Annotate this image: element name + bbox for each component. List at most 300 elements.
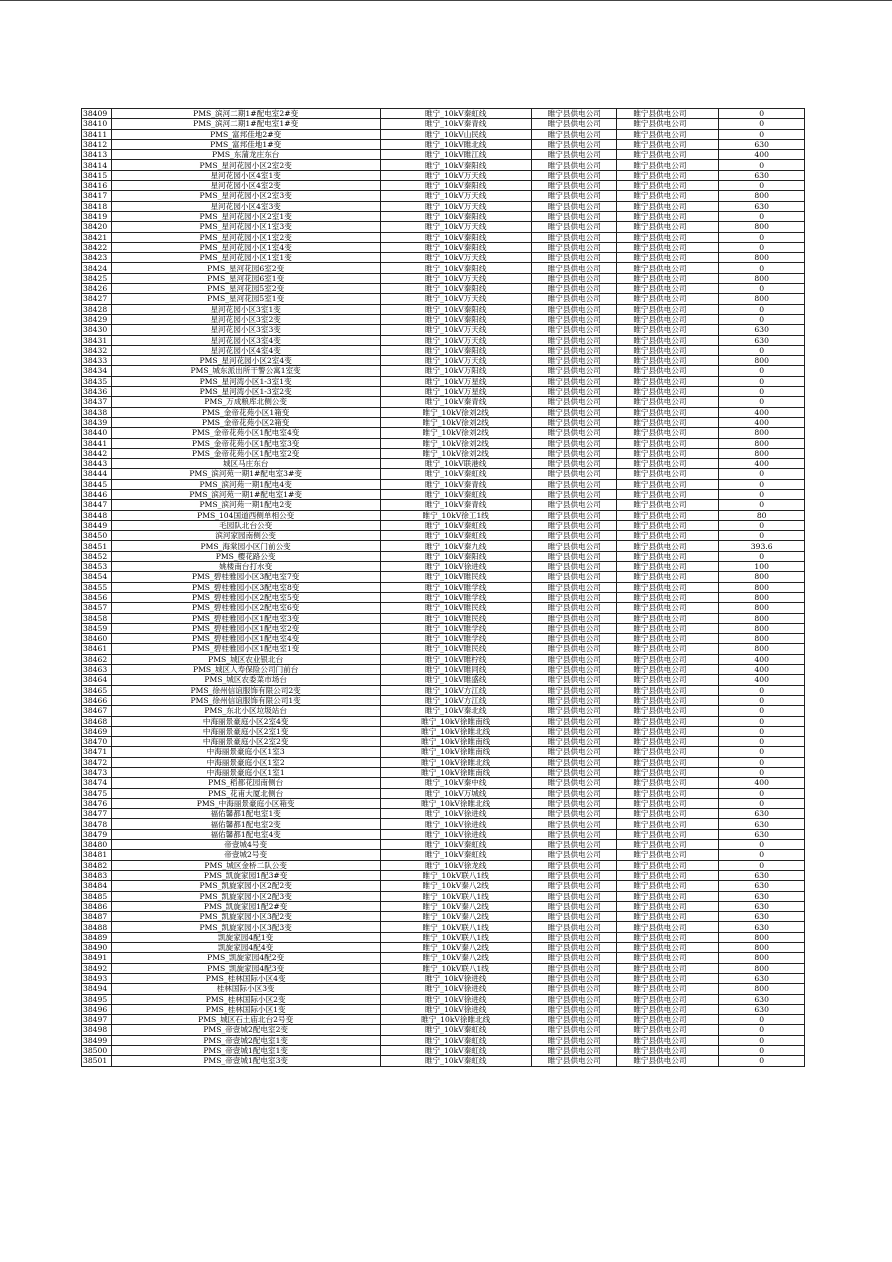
company-cell: 睢宁县供电公司: [531, 222, 617, 232]
unit-cell: 睢宁县供电公司: [617, 984, 719, 994]
unit-cell: 睢宁县供电公司: [617, 932, 719, 942]
capacity-cell: 400: [719, 654, 805, 664]
company-cell: 睢宁县供电公司: [531, 994, 617, 1004]
row-id-cell: 38458: [82, 613, 112, 623]
company-cell: 睢宁县供电公司: [531, 129, 617, 139]
row-id-cell: 38484: [82, 881, 112, 891]
capacity-cell: 800: [719, 953, 805, 963]
unit-cell: 睢宁县供电公司: [617, 726, 719, 736]
company-cell: 睢宁县供电公司: [531, 768, 617, 778]
row-id-cell: 38428: [82, 304, 112, 314]
table-row: [82, 139, 805, 149]
company-cell: 睢宁县供电公司: [531, 181, 617, 191]
company-cell: 睢宁县供电公司: [531, 943, 617, 953]
row-id-cell: 38429: [82, 314, 112, 324]
unit-cell: 睢宁县供电公司: [617, 685, 719, 695]
row-id-cell: 38438: [82, 407, 112, 417]
table-row: [82, 932, 805, 942]
unit-cell: 睢宁县供电公司: [617, 119, 719, 129]
feeder-line-cell: 睢宁_10kV睢民线: [380, 613, 531, 623]
unit-cell: 睢宁县供电公司: [617, 665, 719, 675]
feeder-line-cell: 睢宁_10kV联八1线: [380, 922, 531, 932]
company-cell: 睢宁县供电公司: [531, 623, 617, 633]
transformer-name-cell: PMS_凯旋家园小区3配2变: [111, 912, 380, 922]
transformer-name-cell: 城区马庄东台: [111, 459, 380, 469]
company-cell: 睢宁县供电公司: [531, 665, 617, 675]
unit-cell: 睢宁县供电公司: [617, 592, 719, 602]
row-id-cell: 38473: [82, 768, 112, 778]
transformer-name-cell: PMS_星河花园小区2室4变: [111, 356, 380, 366]
capacity-cell: 0: [719, 376, 805, 386]
company-cell: 睢宁县供电公司: [531, 541, 617, 551]
unit-cell: 睢宁县供电公司: [617, 1056, 719, 1066]
table-row: [82, 459, 805, 469]
capacity-cell: 400: [719, 407, 805, 417]
row-id-cell: 38425: [82, 273, 112, 283]
capacity-cell: 0: [719, 706, 805, 716]
row-id-cell: 38498: [82, 1025, 112, 1035]
feeder-line-cell: 睢宁_10kV万天线: [380, 356, 531, 366]
transformer-name-cell: PMS_碧桂雅园小区3配电室7变: [111, 572, 380, 582]
transformer-name-cell: PMS_碧桂雅园小区2配电室6变: [111, 603, 380, 613]
row-id-cell: 38433: [82, 356, 112, 366]
row-id-cell: 38411: [82, 129, 112, 139]
transformer-name-cell: PMS_凯旋家园4配2变: [111, 953, 380, 963]
row-id-cell: 38432: [82, 345, 112, 355]
row-id-cell: 38457: [82, 603, 112, 613]
feeder-line-cell: 睢宁_10kV徐进线: [380, 819, 531, 829]
table-row: [82, 943, 805, 953]
table-row: [82, 397, 805, 407]
row-id-cell: 38412: [82, 139, 112, 149]
table-row: [82, 1004, 805, 1014]
unit-cell: 睢宁县供电公司: [617, 170, 719, 180]
table-row: [82, 273, 805, 283]
transformer-name-cell: PMS_稻都花园南侧台: [111, 778, 380, 788]
unit-cell: 睢宁县供电公司: [617, 387, 719, 397]
row-id-cell: 38460: [82, 634, 112, 644]
company-cell: 睢宁县供电公司: [531, 850, 617, 860]
feeder-line-cell: 睢宁_10kV联八1线: [380, 891, 531, 901]
company-cell: 睢宁县供电公司: [531, 1004, 617, 1014]
transformer-name-cell: PMS_星河花园小区1室4变: [111, 242, 380, 252]
feeder-line-cell: 睢宁_10kV秦青线: [380, 479, 531, 489]
capacity-cell: 800: [719, 613, 805, 623]
unit-cell: 睢宁县供电公司: [617, 510, 719, 520]
capacity-cell: 630: [719, 139, 805, 149]
table-row: [82, 922, 805, 932]
capacity-cell: 0: [719, 850, 805, 860]
feeder-line-cell: 睢宁_10kV睢学线: [380, 582, 531, 592]
transformer-name-cell: 凯旋家园4配1变: [111, 932, 380, 942]
company-cell: 睢宁县供电公司: [531, 417, 617, 427]
company-cell: 睢宁县供电公司: [531, 469, 617, 479]
unit-cell: 睢宁县供电公司: [617, 870, 719, 880]
feeder-line-cell: 睢宁_10kV徐睢南线: [380, 747, 531, 757]
company-cell: 睢宁县供电公司: [531, 798, 617, 808]
company-cell: 睢宁县供电公司: [531, 788, 617, 798]
row-id-cell: 38471: [82, 747, 112, 757]
capacity-cell: 0: [719, 304, 805, 314]
row-id-cell: 38444: [82, 469, 112, 479]
feeder-line-cell: 睢宁_10kV徐进线: [380, 829, 531, 839]
row-id-cell: 38476: [82, 798, 112, 808]
table-row: [82, 407, 805, 417]
capacity-cell: 630: [719, 881, 805, 891]
capacity-cell: 0: [719, 387, 805, 397]
table-row: [82, 737, 805, 747]
unit-cell: 睢宁县供电公司: [617, 191, 719, 201]
table-row: [82, 356, 805, 366]
capacity-cell: 630: [719, 819, 805, 829]
table-row: [82, 850, 805, 860]
row-id-cell: 38488: [82, 922, 112, 932]
transformer-name-cell: PMS_凯旋家园小区3配3变: [111, 922, 380, 932]
capacity-cell: 800: [719, 448, 805, 458]
transformer-name-cell: PMS_桂林国际小区4变: [111, 973, 380, 983]
feeder-line-cell: 睢宁_10kV徐龙线: [380, 860, 531, 870]
table-row: [82, 109, 805, 119]
unit-cell: 睢宁县供电公司: [617, 613, 719, 623]
unit-cell: 睢宁县供电公司: [617, 417, 719, 427]
transformer-name-cell: 中海丽景豪庭小区2室2变: [111, 737, 380, 747]
table-row: [82, 242, 805, 252]
transformer-name-cell: PMS_徐州信谊服饰有限公司2变: [111, 685, 380, 695]
row-id-cell: 38415: [82, 170, 112, 180]
company-cell: 睢宁县供电公司: [531, 253, 617, 263]
company-cell: 睢宁县供电公司: [531, 428, 617, 438]
feeder-line-cell: 睢宁_10kV徐睢北线: [380, 726, 531, 736]
transformer-name-cell: 中海丽景豪庭小区1室1: [111, 768, 380, 778]
row-id-cell: 38494: [82, 984, 112, 994]
transformer-name-cell: 姚楼南台打水变: [111, 562, 380, 572]
unit-cell: 睢宁县供电公司: [617, 1004, 719, 1014]
table-row: [82, 994, 805, 1004]
feeder-line-cell: 睢宁_10kV睢盛线: [380, 675, 531, 685]
row-id-cell: 38447: [82, 500, 112, 510]
capacity-cell: 0: [719, 726, 805, 736]
capacity-cell: 0: [719, 737, 805, 747]
transformer-name-cell: PMS_金帝花苑小区2箱变: [111, 417, 380, 427]
capacity-cell: 0: [719, 479, 805, 489]
company-cell: 睢宁县供电公司: [531, 603, 617, 613]
capacity-cell: 80: [719, 510, 805, 520]
row-id-cell: 38446: [82, 489, 112, 499]
feeder-line-cell: 睢宁_10kV联八1线: [380, 963, 531, 973]
capacity-cell: 630: [719, 325, 805, 335]
unit-cell: 睢宁县供电公司: [617, 541, 719, 551]
feeder-line-cell: 睢宁_10kV徐睢北线: [380, 798, 531, 808]
table-row: [82, 479, 805, 489]
table-row: [82, 778, 805, 788]
company-cell: 睢宁县供电公司: [531, 109, 617, 119]
table-row: [82, 572, 805, 582]
transformer-name-cell: PMS_城区农委菜市场台: [111, 675, 380, 685]
row-id-cell: 38462: [82, 654, 112, 664]
company-cell: 睢宁县供电公司: [531, 716, 617, 726]
row-id-cell: 38456: [82, 592, 112, 602]
table-row: [82, 1025, 805, 1035]
row-id-cell: 38416: [82, 181, 112, 191]
transformer-name-cell: PMS_凯旋家园4配3变: [111, 963, 380, 973]
transformer-name-cell: PMS_凯旋家园1配3#变: [111, 870, 380, 880]
unit-cell: 睢宁县供电公司: [617, 603, 719, 613]
capacity-cell: 400: [719, 665, 805, 675]
unit-cell: 睢宁县供电公司: [617, 912, 719, 922]
company-cell: 睢宁县供电公司: [531, 685, 617, 695]
capacity-cell: 400: [719, 675, 805, 685]
unit-cell: 睢宁县供电公司: [617, 706, 719, 716]
unit-cell: 睢宁县供电公司: [617, 211, 719, 221]
transformer-name-cell: PMS_徐州信谊服饰有限公司1变: [111, 695, 380, 705]
feeder-line-cell: 睢宁_10kV秦八2线: [380, 881, 531, 891]
transformer-name-cell: PMS_桂林国际小区1变: [111, 1004, 380, 1014]
company-cell: 睢宁县供电公司: [531, 654, 617, 664]
table-row: [82, 582, 805, 592]
row-id-cell: 38464: [82, 675, 112, 685]
transformer-name-cell: PMS_滨河苑一期1#配电室3#变: [111, 469, 380, 479]
unit-cell: 睢宁县供电公司: [617, 953, 719, 963]
capacity-cell: 0: [719, 1025, 805, 1035]
unit-cell: 睢宁县供电公司: [617, 891, 719, 901]
row-id-cell: 38453: [82, 562, 112, 572]
row-id-cell: 38461: [82, 644, 112, 654]
unit-cell: 睢宁县供电公司: [617, 294, 719, 304]
unit-cell: 睢宁县供电公司: [617, 489, 719, 499]
transformer-name-cell: 星河花园小区3室3变: [111, 325, 380, 335]
row-id-cell: 38482: [82, 860, 112, 870]
row-id-cell: 38469: [82, 726, 112, 736]
capacity-cell: 0: [719, 160, 805, 170]
capacity-cell: 630: [719, 891, 805, 901]
table-row: [82, 325, 805, 335]
company-cell: 睢宁县供电公司: [531, 922, 617, 932]
unit-cell: 睢宁县供电公司: [617, 551, 719, 561]
unit-cell: 睢宁县供电公司: [617, 994, 719, 1004]
row-id-cell: 38409: [82, 109, 112, 119]
unit-cell: 睢宁县供电公司: [617, 788, 719, 798]
unit-cell: 睢宁县供电公司: [617, 582, 719, 592]
capacity-cell: 630: [719, 994, 805, 1004]
table-row: [82, 685, 805, 695]
capacity-cell: 630: [719, 901, 805, 911]
capacity-cell: 630: [719, 335, 805, 345]
capacity-cell: 400: [719, 459, 805, 469]
row-id-cell: 38466: [82, 695, 112, 705]
feeder-line-cell: 睢宁_10kV秦九线: [380, 541, 531, 551]
feeder-line-cell: 睢宁_10kV秦阳线: [380, 211, 531, 221]
row-id-cell: 38431: [82, 335, 112, 345]
row-id-cell: 38437: [82, 397, 112, 407]
company-cell: 睢宁县供电公司: [531, 232, 617, 242]
capacity-cell: 630: [719, 973, 805, 983]
transformer-name-cell: PMS_城区金桥二队公变: [111, 860, 380, 870]
capacity-cell: 800: [719, 963, 805, 973]
row-id-cell: 38448: [82, 510, 112, 520]
capacity-cell: 0: [719, 232, 805, 242]
row-id-cell: 38419: [82, 211, 112, 221]
row-id-cell: 38501: [82, 1056, 112, 1066]
row-id-cell: 38436: [82, 387, 112, 397]
unit-cell: 睢宁县供电公司: [617, 284, 719, 294]
capacity-cell: 800: [719, 572, 805, 582]
capacity-cell: 400: [719, 150, 805, 160]
feeder-line-cell: 睢宁_10kV秦虹线: [380, 109, 531, 119]
table-body: [82, 109, 805, 1067]
row-id-cell: 38463: [82, 665, 112, 675]
table-row: [82, 840, 805, 850]
row-id-cell: 38487: [82, 912, 112, 922]
row-id-cell: 38455: [82, 582, 112, 592]
transformer-name-cell: 星河花园小区3室1变: [111, 304, 380, 314]
table-row: [82, 891, 805, 901]
unit-cell: 睢宁县供电公司: [617, 448, 719, 458]
capacity-cell: 630: [719, 829, 805, 839]
transformer-name-cell: PMS_金帝花苑小区1配电室2变: [111, 448, 380, 458]
capacity-cell: 100: [719, 562, 805, 572]
transformer-name-cell: 星河花园小区4室3变: [111, 201, 380, 211]
capacity-cell: 800: [719, 984, 805, 994]
transformer-name-cell: PMS_城区石土庙北台2号变: [111, 1015, 380, 1025]
feeder-line-cell: 睢宁_10kV睢民线: [380, 603, 531, 613]
capacity-cell: 0: [719, 551, 805, 561]
table-row: [82, 881, 805, 891]
capacity-cell: 800: [719, 943, 805, 953]
capacity-cell: 800: [719, 438, 805, 448]
transformer-name-cell: PMS_滨河苑一期1配电4变: [111, 479, 380, 489]
unit-cell: 睢宁县供电公司: [617, 479, 719, 489]
feeder-line-cell: 睢宁_10kV秦虹线: [380, 520, 531, 530]
company-cell: 睢宁县供电公司: [531, 366, 617, 376]
unit-cell: 睢宁县供电公司: [617, 757, 719, 767]
unit-cell: 睢宁县供电公司: [617, 222, 719, 232]
unit-cell: 睢宁县供电公司: [617, 273, 719, 283]
unit-cell: 睢宁县供电公司: [617, 819, 719, 829]
transformer-name-cell: PMS_星河花园小区1室1变: [111, 253, 380, 263]
unit-cell: 睢宁县供电公司: [617, 860, 719, 870]
row-id-cell: 38491: [82, 953, 112, 963]
row-id-cell: 38445: [82, 479, 112, 489]
unit-cell: 睢宁县供电公司: [617, 747, 719, 757]
unit-cell: 睢宁县供电公司: [617, 1025, 719, 1035]
feeder-line-cell: 睢宁_10kV睢民线: [380, 572, 531, 582]
unit-cell: 睢宁县供电公司: [617, 829, 719, 839]
company-cell: 睢宁县供电公司: [531, 284, 617, 294]
transformer-name-cell: 中海丽景豪庭小区1室3: [111, 747, 380, 757]
transformer-name-cell: 滨河家园南侧公变: [111, 531, 380, 541]
capacity-cell: 630: [719, 912, 805, 922]
transformer-name-cell: PMS_碧桂雅园小区1配电室2变: [111, 623, 380, 633]
unit-cell: 睢宁县供电公司: [617, 531, 719, 541]
feeder-line-cell: 睢宁_10kV联港线: [380, 459, 531, 469]
feeder-line-cell: 睢宁_10kV万星线: [380, 387, 531, 397]
feeder-line-cell: 睢宁_10kV睢同线: [380, 665, 531, 675]
capacity-cell: 0: [719, 788, 805, 798]
transformer-name-cell: PMS_金帝花苑小区1配电室3变: [111, 438, 380, 448]
transformer-name-cell: PMS_帝壹城2配电室2变: [111, 1025, 380, 1035]
transformer-name-cell: PMS_城区农业银北台: [111, 654, 380, 664]
row-id-cell: 38439: [82, 417, 112, 427]
company-cell: 睢宁县供电公司: [531, 953, 617, 963]
row-id-cell: 38493: [82, 973, 112, 983]
row-id-cell: 38480: [82, 840, 112, 850]
unit-cell: 睢宁县供电公司: [617, 139, 719, 149]
table-row: [82, 695, 805, 705]
feeder-line-cell: 睢宁_10kV联八1线: [380, 870, 531, 880]
company-cell: 睢宁县供电公司: [531, 150, 617, 160]
company-cell: 睢宁县供电公司: [531, 901, 617, 911]
transformer-name-cell: PMS_桂林国际小区2变: [111, 994, 380, 1004]
company-cell: 睢宁县供电公司: [531, 345, 617, 355]
table-row: [82, 1035, 805, 1045]
transformer-name-cell: PMS_金帝花苑小区1箱变: [111, 407, 380, 417]
table-row: [82, 562, 805, 572]
unit-cell: 睢宁县供电公司: [617, 376, 719, 386]
capacity-cell: 0: [719, 263, 805, 273]
unit-cell: 睢宁县供电公司: [617, 325, 719, 335]
company-cell: 睢宁县供电公司: [531, 634, 617, 644]
unit-cell: 睢宁县供电公司: [617, 109, 719, 119]
capacity-cell: 630: [719, 201, 805, 211]
company-cell: 睢宁县供电公司: [531, 809, 617, 819]
table-row: [82, 510, 805, 520]
transformer-name-cell: 星河花园小区3室2变: [111, 314, 380, 324]
feeder-line-cell: 睢宁_10kV秦阳线: [380, 181, 531, 191]
unit-cell: 睢宁县供电公司: [617, 623, 719, 633]
row-id-cell: 38478: [82, 819, 112, 829]
company-cell: 睢宁县供电公司: [531, 582, 617, 592]
company-cell: 睢宁县供电公司: [531, 644, 617, 654]
feeder-line-cell: 睢宁_10kV徐睢北线: [380, 757, 531, 767]
row-id-cell: 38486: [82, 901, 112, 911]
table-row: [82, 819, 805, 829]
feeder-line-cell: 睢宁_10kV徐睢南线: [380, 737, 531, 747]
company-cell: 睢宁县供电公司: [531, 747, 617, 757]
table-row: [82, 304, 805, 314]
feeder-line-cell: 睢宁_10kV睢江线: [380, 150, 531, 160]
feeder-line-cell: 睢宁_10kV徐进线: [380, 984, 531, 994]
feeder-line-cell: 睢宁_10kV万天线: [380, 253, 531, 263]
transformer-name-cell: PMS_滨河苑一期1配电2变: [111, 500, 380, 510]
table-row: [82, 541, 805, 551]
transformer-name-cell: PMS_碧桂雅园小区2配电室5变: [111, 592, 380, 602]
transformer-name-cell: PMS_帝壹城1配电室3变: [111, 1056, 380, 1066]
transformer-name-cell: PMS_海棠园小区门前公变: [111, 541, 380, 551]
table-row: [82, 232, 805, 242]
table-row: [82, 531, 805, 541]
table-row: [82, 963, 805, 973]
feeder-line-cell: 睢宁_10kV徐刘2线: [380, 448, 531, 458]
company-cell: 睢宁县供电公司: [531, 757, 617, 767]
capacity-cell: 400: [719, 417, 805, 427]
page-top-rule: [0, 0, 892, 1]
table-row: [82, 634, 805, 644]
company-cell: 睢宁县供电公司: [531, 932, 617, 942]
feeder-line-cell: 睢宁_10kV徐进线: [380, 973, 531, 983]
feeder-line-cell: 睢宁_10kV秦青线: [380, 500, 531, 510]
unit-cell: 睢宁县供电公司: [617, 572, 719, 582]
unit-cell: 睢宁县供电公司: [617, 1035, 719, 1045]
unit-cell: 睢宁县供电公司: [617, 407, 719, 417]
transformer-name-cell: PMS_富邦佳地2#变: [111, 129, 380, 139]
company-cell: 睢宁县供电公司: [531, 160, 617, 170]
row-id-cell: 38495: [82, 994, 112, 1004]
unit-cell: 睢宁县供电公司: [617, 242, 719, 252]
table-row: [82, 160, 805, 170]
capacity-cell: 0: [719, 345, 805, 355]
table-row: [82, 376, 805, 386]
unit-cell: 睢宁县供电公司: [617, 654, 719, 664]
